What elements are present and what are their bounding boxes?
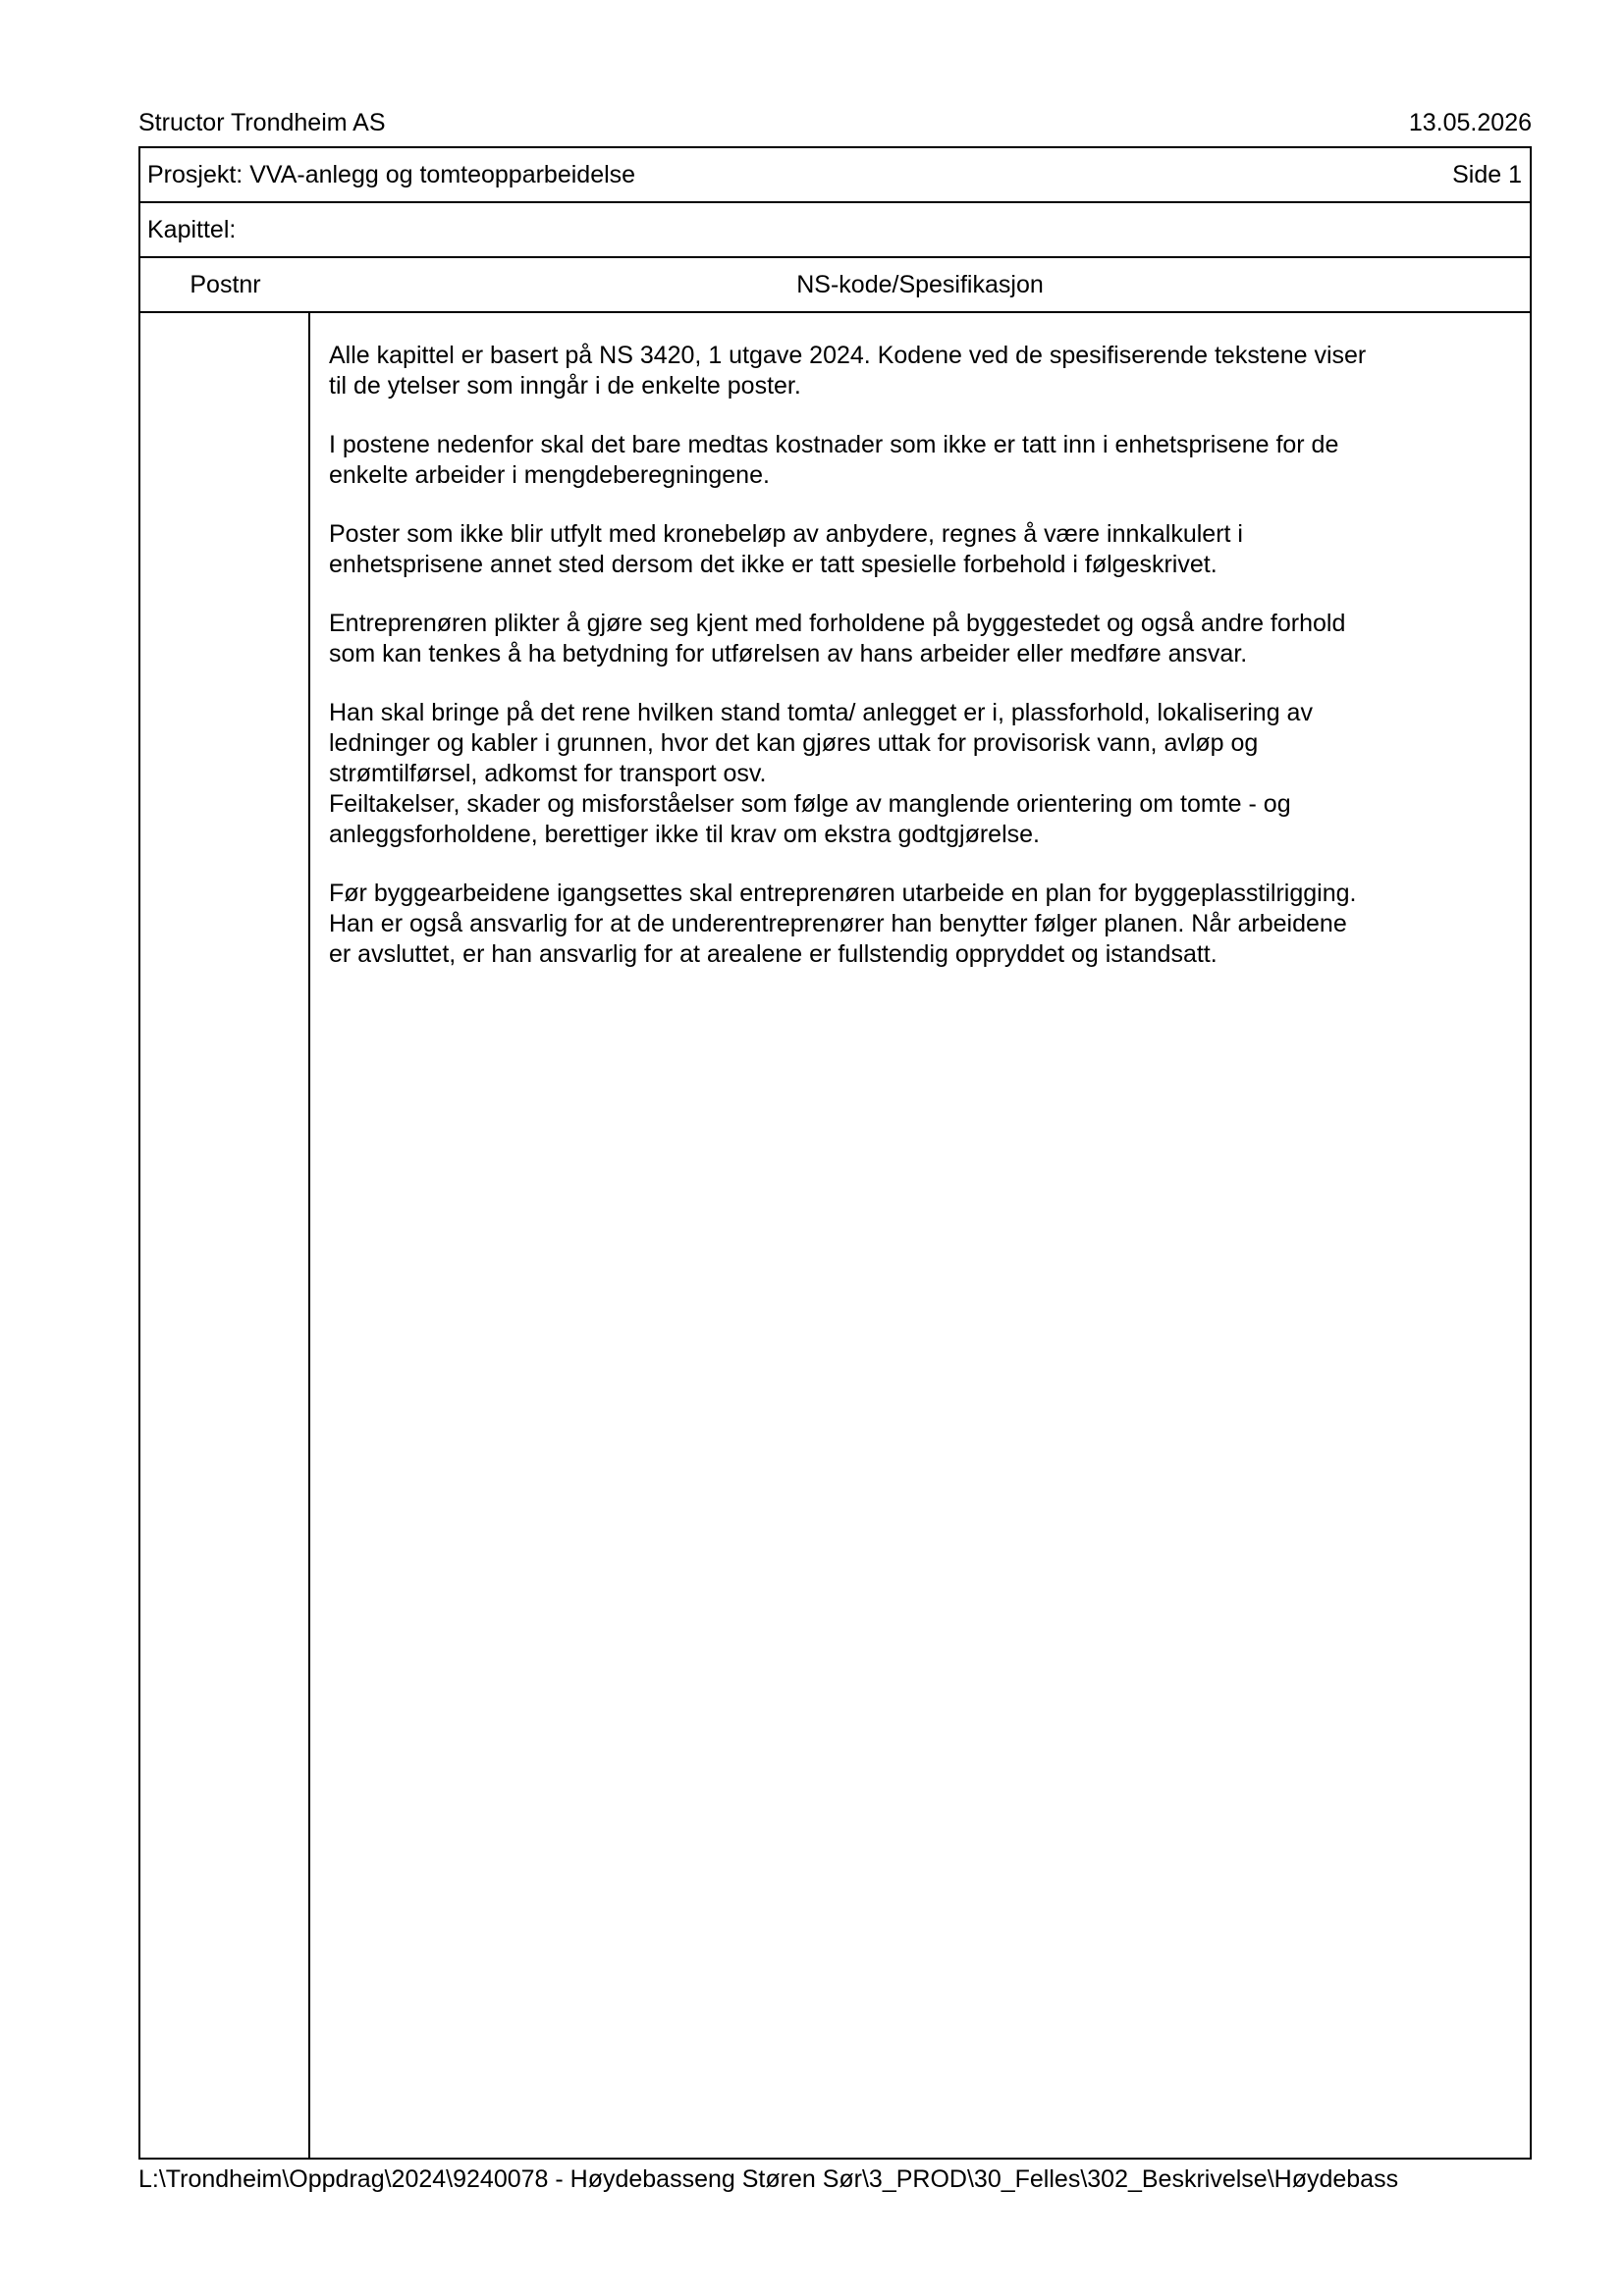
specification-text xyxy=(329,341,1507,998)
spec-paragraph: Han skal bringe på det rene hvilken stand tomta/ anlegget er i, plassforhold, lokalisering av ledninger og kabler i grunnen, hvor det kan gjøres uttak for provisorisk vann, avløp og strømtilførsel, adkomst for transport osv. Feiltakelser, skader og misforståelser som følge av manglende orientering om tomte - og anleggsforholdene, berettiger ikke til krav om ekstra godtgjørelse. xyxy=(329,699,1313,848)
chapter-row xyxy=(140,203,1530,258)
company-name: Structor Trondheim AS xyxy=(138,109,386,136)
column-header-row xyxy=(140,258,1530,313)
spec-paragraph: I postene nedenfor skal det bare medtas kostnader som ikke er tatt inn i enhetsprisene for de enkelte arbeider i mengdeberegningene. xyxy=(329,431,1339,489)
specification-table xyxy=(138,146,1532,2160)
file-path-footer: L:\Trondheim\Oppdrag\2024\9240078 - Høydebasseng Støren Sør\3_PROD\30_Felles\302_Beskrivelse\Høydebass xyxy=(138,2165,1399,2193)
spec-paragraph: Poster som ikke blir utfylt med kronebeløp av anbydere, regnes å være innkalkulert i enhetsprisene annet sted dersom det ikke er tatt spesielle forbehold i følgeskrivet. xyxy=(329,520,1243,578)
document-date: 13.05.2026 xyxy=(1408,109,1532,136)
project-row xyxy=(140,148,1530,203)
project-title: Prosjekt: VVA-anlegg og tomteopparbeidelse xyxy=(147,161,636,188)
column-divider xyxy=(308,313,310,2158)
spec-column-header: NS-kode/Spesifikasjon xyxy=(796,271,1044,298)
spec-paragraph: Entreprenøren plikter å gjøre seg kjent med forholdene på byggestedet og også andre forhold som kan tenkes å ha betydning for utførelsen av hans arbeider eller medføre ansvar. xyxy=(329,610,1346,667)
spec-paragraph: Før byggearbeidene igangsettes skal entreprenøren utarbeide en plan for byggeplasstilrigging. Han er også ansvarlig for at de underentreprenører han benytter følger planen. Når arbeidene er avsluttet, er han ansvarlig for at arealene er fullstendig oppryddet og istandsatt. xyxy=(329,880,1357,968)
page-number: Side 1 xyxy=(1452,161,1522,188)
chapter-label: Kapittel: xyxy=(147,216,237,243)
spec-paragraph: Alle kapittel er basert på NS 3420, 1 utgave 2024. Kodene ved de spesifiserende tekstene viser til de ytelser som inngår i de enkelte poster. xyxy=(329,342,1367,400)
postnr-column-header: Postnr xyxy=(189,271,261,298)
